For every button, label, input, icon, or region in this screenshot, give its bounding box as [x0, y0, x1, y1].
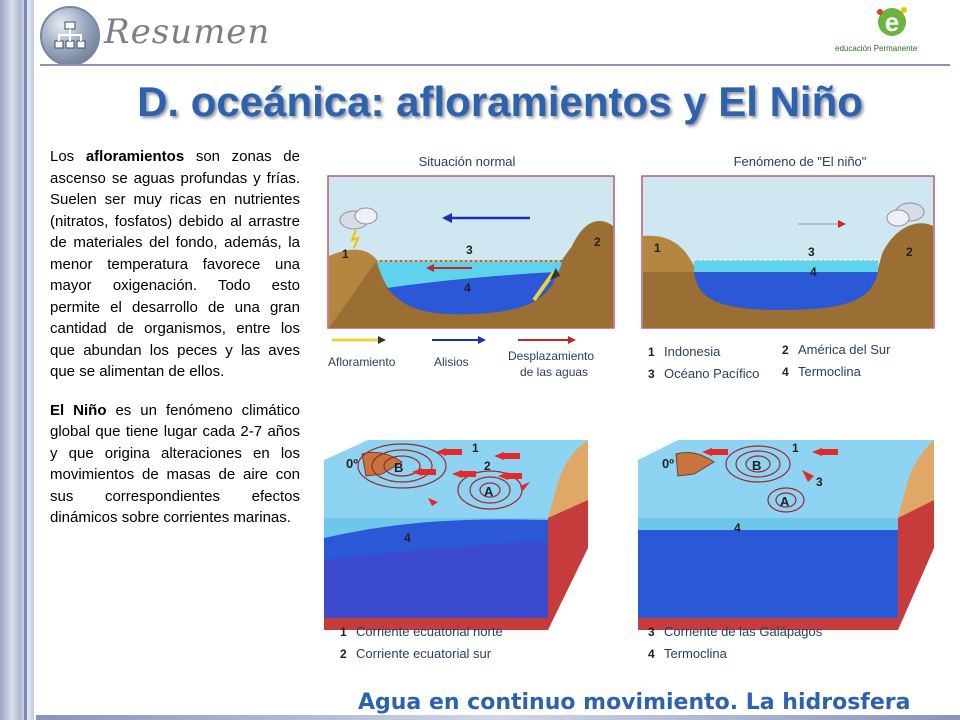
- label-3: 3: [466, 243, 473, 257]
- label-4: 4: [404, 531, 411, 545]
- section-title: Resumen: [104, 12, 271, 52]
- key-2-label: Corriente ecuatorial sur: [356, 646, 492, 661]
- label-3: 3: [808, 245, 815, 259]
- key-2-num: 2: [340, 647, 347, 661]
- key-4-label: Termoclina: [664, 646, 727, 661]
- label-4: 4: [734, 521, 741, 535]
- label-1: 1: [472, 441, 479, 455]
- key-2-num: 2: [782, 343, 789, 357]
- label-4: 4: [464, 281, 471, 295]
- paragraph-el-nino: El Niño es un fenómeno climático global que tiene lugar cada 2-7 años y que origina alteraciones en los movimientos de masas de aire con sus correspondientes efectos dinámicos sobre corrientes marinas.: [50, 401, 300, 526]
- footer-title: Agua en continuo movimiento. La hidrosfera: [358, 690, 911, 715]
- key-1-num: 1: [340, 625, 347, 639]
- legend-desplazamiento-2: de las aguas: [520, 365, 589, 379]
- label-3: 3: [816, 475, 823, 489]
- high-a-label: A: [484, 484, 494, 499]
- brand-name: educación Permanente: [835, 44, 918, 53]
- legend-desplazamiento-1: Desplazamiento: [508, 349, 595, 363]
- diagram-bottom: [322, 420, 950, 680]
- legend-alisios: Alisios: [434, 355, 469, 369]
- key-4-num: 4: [648, 647, 655, 661]
- high-b-label: B: [394, 460, 404, 475]
- legend-afloramiento: Afloramiento: [328, 355, 396, 369]
- key-1-label: Indonesia: [664, 344, 721, 359]
- sitemap-icon[interactable]: [40, 6, 100, 66]
- label-1: 1: [654, 241, 661, 255]
- label-2: 2: [594, 235, 601, 249]
- key-1-label: Corriente ecuatorial norte: [356, 624, 503, 639]
- header-divider: [40, 64, 950, 66]
- educacion-permanente-logo: [830, 4, 950, 64]
- block-left: [324, 440, 588, 630]
- key-4-num: 4: [782, 365, 789, 379]
- high-b-label: B: [752, 458, 762, 473]
- label-1: 1: [792, 441, 799, 455]
- label-1: 1: [342, 247, 349, 261]
- diagram-right-title: Fenómeno de "El niño": [733, 154, 867, 169]
- key-3-label: Corriente de las Galápagos: [664, 624, 823, 639]
- footer-divider: [36, 715, 960, 720]
- key-3-label: Océano Pacífico: [664, 366, 760, 381]
- diagram-left-title: Situación normal: [418, 154, 516, 169]
- key-1-num: 1: [648, 345, 655, 359]
- page-title: D. oceánica: afloramientos y El Niño: [137, 78, 863, 125]
- diagram-top: [322, 148, 950, 388]
- label-2: 2: [906, 245, 913, 259]
- panel-normal: [328, 176, 614, 328]
- key-4-label: Termoclina: [798, 364, 861, 379]
- key-2-label: América del Sur: [798, 342, 891, 357]
- high-a-label: A: [780, 494, 790, 509]
- zero-degree-label: 0º: [662, 456, 674, 471]
- key-3-num: 3: [648, 625, 655, 639]
- paragraph-afloramientos: Los afloramientos son zonas de ascenso se aguas profundas y frías. Suelen ser muy ricas en nutrientes (nitratos, fosfatos) debido al arrastre de materiales del fondo, además, la menor temperatura favorece una mayor oxigenación. Todo esto permite el desarrollo de una gran cantidad de organismos, entre los que abundan los peces y las aves que se alimentan de ellos.: [50, 148, 300, 380]
- zero-degree-label: 0º: [346, 456, 358, 471]
- label-4: 4: [810, 265, 817, 279]
- panel-el-nino: [642, 176, 934, 328]
- label-2: 2: [484, 459, 491, 473]
- brand-letter: e: [884, 7, 900, 37]
- block-right: [638, 440, 934, 630]
- key-3-num: 3: [648, 367, 655, 381]
- body-text: [50, 146, 300, 546]
